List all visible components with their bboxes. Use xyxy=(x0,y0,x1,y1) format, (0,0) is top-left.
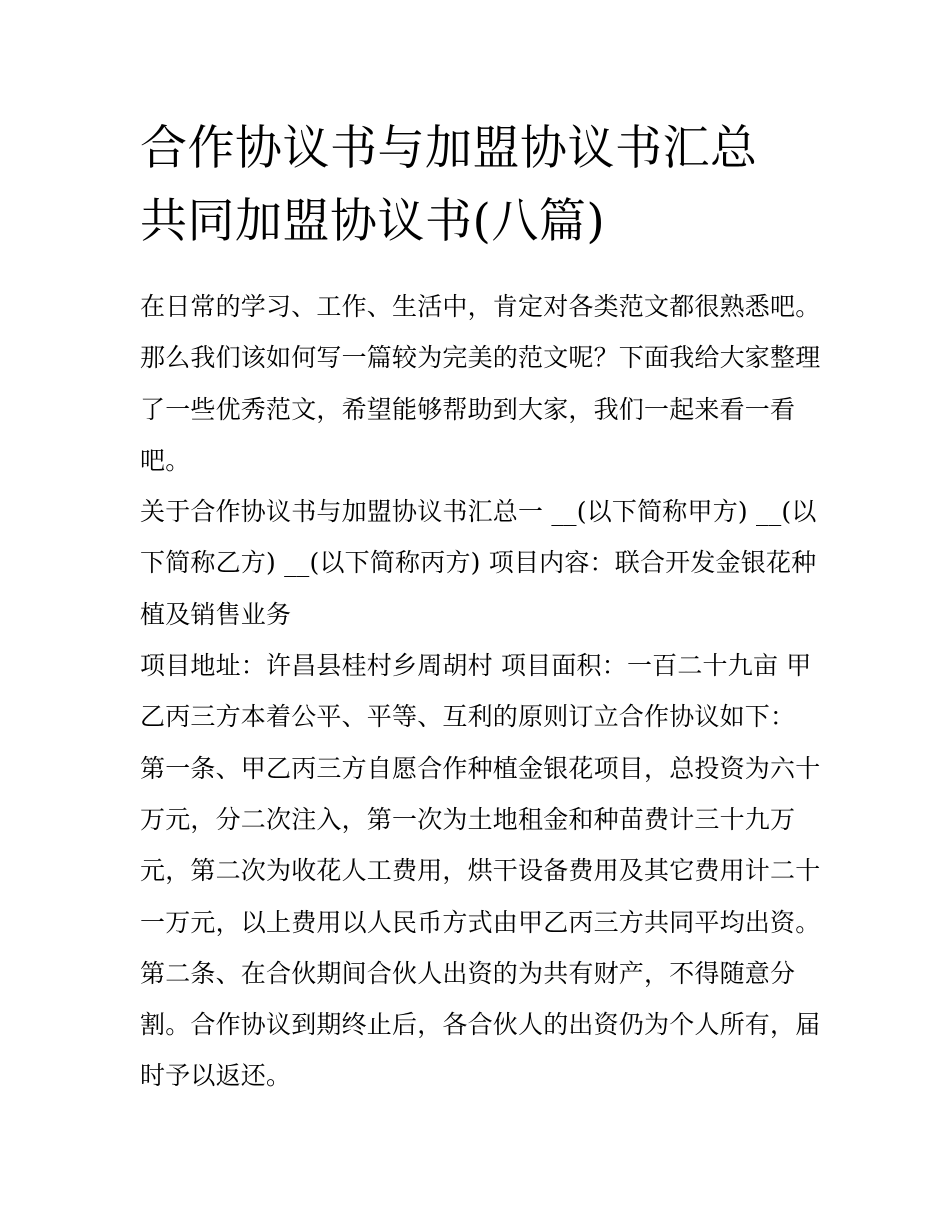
body-line: 第一条、甲乙丙三方自愿合作种植金银花项目，总投资为六十 xyxy=(140,753,821,783)
body-line: 了一些优秀范文，希望能够帮助到大家，我们一起来看一看 xyxy=(140,394,796,424)
body-line: 植及销售业务 xyxy=(140,599,292,629)
title-line: 共同加盟协议书(八篇) xyxy=(140,194,606,249)
document-title xyxy=(140,112,840,258)
body-line: 第二条、在合伙期间合伙人出资的为共有财产，不得随意分 xyxy=(140,958,796,988)
body-line: 项目地址：许昌县桂村乡周胡村 项目面积：一百二十九亩 甲 xyxy=(140,651,812,681)
body-line: 割。合作协议到期终止后，各合伙人的出资仍为个人所有，届 xyxy=(140,1010,821,1040)
document-body xyxy=(140,281,820,1102)
body-line: 那么我们该如何写一篇较为完美的范文呢？下面我给大家整理 xyxy=(140,343,821,373)
body-line: 一万元，以上费用以人民币方式由甲乙丙三方共同平均出资。 xyxy=(140,907,821,937)
body-line: 吧。 xyxy=(140,445,191,475)
body-line: 下简称乙方) __(以下简称丙方) 项目内容：联合开发金银花种 xyxy=(140,548,817,578)
body-line: 关于合作协议书与加盟协议书汇总一 __(以下简称甲方) __(以 xyxy=(140,497,817,527)
body-line: 元，第二次为收花人工费用，烘干设备费用及其它费用计二十 xyxy=(140,856,821,886)
body-line: 万元，分二次注入，第一次为土地租金和种苗费计三十九万 xyxy=(140,804,796,834)
title-line: 合作协议书与加盟协议书汇总 xyxy=(140,121,758,176)
body-line: 在日常的学习、工作、生活中，肯定对各类范文都很熟悉吧。 xyxy=(140,292,821,321)
body-line: 乙丙三方本着公平、平等、互利的原则订立合作协议如下： xyxy=(140,702,796,732)
body-line: 时予以返还。 xyxy=(140,1061,292,1091)
